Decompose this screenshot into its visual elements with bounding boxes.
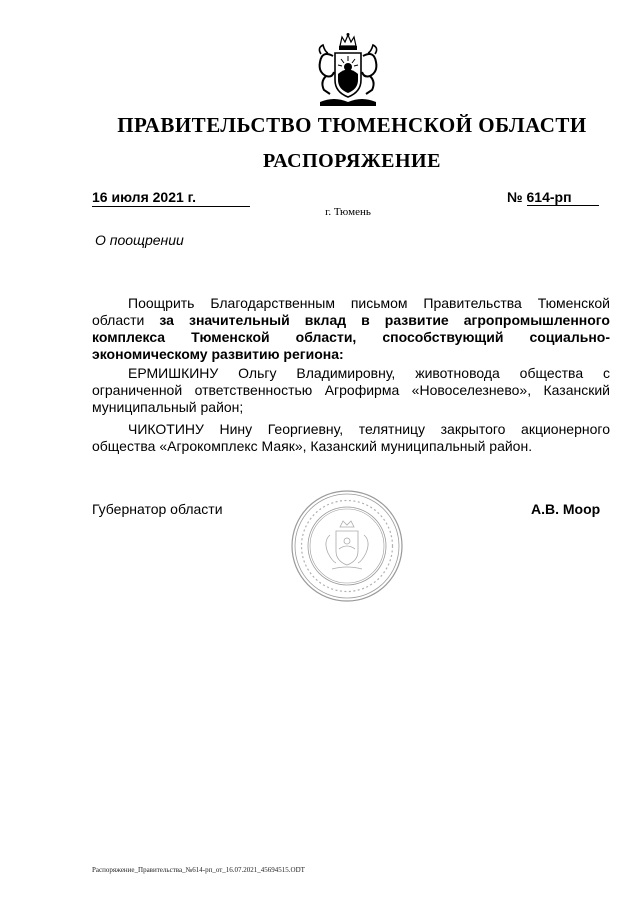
coat-of-arms-icon	[308, 32, 388, 110]
document-type: РАСПОРЯЖЕНИЕ	[263, 150, 441, 172]
document-date: 16 июля 2021 г.	[92, 189, 250, 207]
decision-reason-text: за значительный вклад в развитие агропромышленного комплекса Тюменской области, способствующий социально-экономическому развитию региона:	[92, 312, 610, 362]
document-subject: О поощрении	[95, 232, 184, 248]
organization-title: ПРАВИТЕЛЬСТВО ТЮМЕНСКОЙ ОБЛАСТИ	[117, 113, 587, 137]
signatory-name: А.В. Моор	[531, 501, 601, 517]
official-seal-icon	[290, 489, 404, 603]
document-number: 614-рп	[527, 189, 599, 206]
awardee-1-text: ЕРМИШКИНУ Ольгу Владимировну, животновода общества с ограниченной ответственностью Агрофирма «Новоселезнево», Казанский муниципальный район;	[92, 365, 610, 415]
decision-lead-text: Поощрить Благодарственным письмом Правительства Тюменской области	[92, 295, 610, 328]
file-reference-footer: Распоряжение_Правительства_№614-рп_от_16.07.2021_45694515.ODT	[92, 866, 305, 874]
paragraph-awardee-1	[92, 365, 610, 416]
paragraph-awardee-2	[92, 421, 610, 455]
signatory-position: Губернатор области	[92, 501, 223, 517]
paragraph-decision	[92, 295, 610, 363]
awardee-2-text: ЧИКОТИНУ Нину Георгиевну, телятницу закрытого акционерного общества «Агрокомплекс Маяк», Казанский муниципальный район.	[92, 421, 610, 454]
document-number-field	[507, 189, 604, 206]
number-sign: №	[507, 189, 523, 205]
city-label: г. Тюмень	[325, 206, 371, 218]
